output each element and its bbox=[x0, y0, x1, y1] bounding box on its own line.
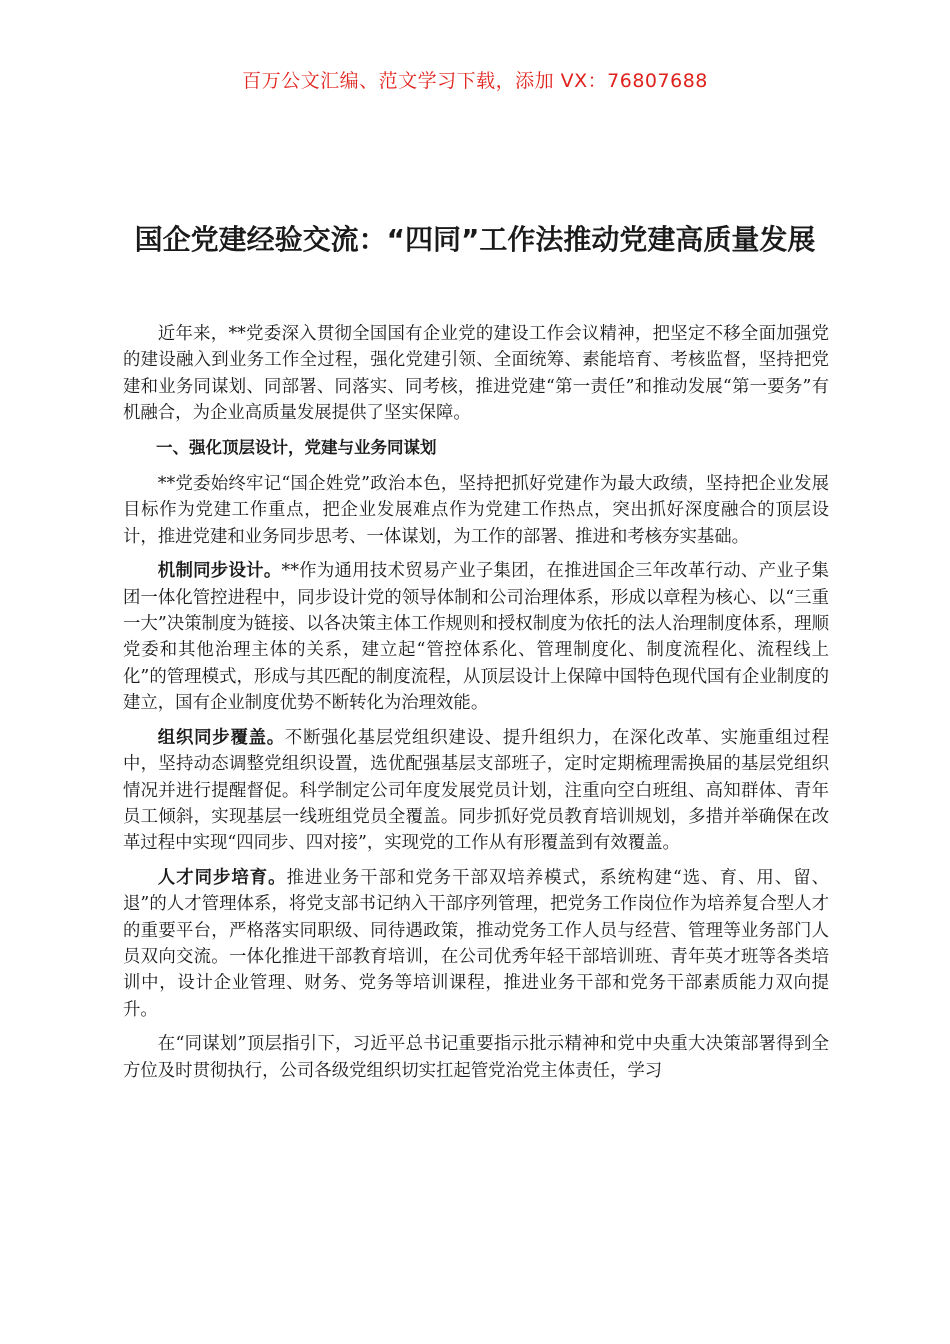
paragraph-text: 在“同谋划”顶层指引下，习近平总书记重要指示批示精神和党中央重大决策部署得到全方位及时贯彻执行，公司各级党组织切实扛起管党治党主体责任，学习 bbox=[123, 1034, 829, 1081]
organization-paragraph bbox=[123, 725, 829, 857]
paragraph-lead: 人才同步培育。 bbox=[157, 867, 287, 888]
document-title: 国企党建经验交流：“四同”工作法推动党建高质量发展 bbox=[134, 223, 816, 256]
section-paragraph bbox=[123, 471, 829, 550]
paragraph-text: **作为通用技术贸易产业子集团，在推进国企三年改革行动、产业子集团一体化管控进程中，同步设计党的领导体制和公司治理体系，形成以章程为核心、以“三重一大”决策制度为链接、以各决策主体工作规则和授权制度为依托的法人治理制度体系，理顺党委和其他治理主体的关系，建立起“管控体系化、管理制度化、制度流程化、流程线上化”的管理模式，形成与其匹配的制度流程，从顶层设计上保障中国特色现代国有企业制度的建立，国有企业制度优势不断转化为治理效能。 bbox=[123, 561, 829, 714]
intro-paragraph bbox=[123, 321, 829, 427]
paragraph-lead: 组织同步覆盖。 bbox=[157, 727, 285, 748]
talent-paragraph bbox=[123, 865, 829, 1023]
mechanism-paragraph bbox=[123, 558, 829, 716]
section-heading: 一、强化顶层设计，党建与业务同谋划 bbox=[156, 437, 437, 457]
paragraph-text: 不断强化基层党组织建设、提升组织力，在深化改革、实施重组过程中，坚持动态调整党组织设置，选优配强基层支部班子，定时定期梳理需换届的基层党组织情况并进行提醒督促。科学制定公司年度发展党员计划，注重向空白班组、高知群体、青年员工倾斜，实现基层一线班组党员全覆盖。同步抓好党员教育培训规划，多措并举确保在改革过程中实现“四同步、四对接”，实现党的工作从有形覆盖到有效覆盖。 bbox=[123, 727, 829, 854]
paragraph-lead: 机制同步设计。 bbox=[157, 561, 282, 582]
document-body bbox=[123, 321, 829, 1092]
paragraph-text: **党委始终牢记“国企姓党”政治本色，坚持把抓好党建作为最大政绩，坚持把企业发展目标作为党建工作重点，把企业发展难点作为党建工作热点，突出抓好深度融合的顶层设计，推进党建和业务同步思考、一体谋划，为工作的部署、推进和考核夯实基础。 bbox=[123, 474, 829, 547]
paragraph-text: 推进业务干部和党务干部双培养模式，系统构建“选、育、用、留、退”的人才管理体系，将党支部书记纳入干部序列管理，把党务工作岗位作为培养复合型人才的重要平台，严格落实同职级、同待遇政策，推动党务工作人员与经营、管理等业务部门人员双向交流。一体化推进干部教育培训，在公司优秀年轻干部培训班、青年英才班等各类培训中，设计企业管理、财务、党务等培训课程，推进业务干部和党务干部素质能力双向提升。 bbox=[123, 867, 829, 1020]
paragraph-text: 近年来，**党委深入贯彻全国国有企业党的建设工作会议精神，把坚定不移全面加强党的建设融入到业务工作全过程，强化党建引领、全面统筹、素能培育、考核监督，坚持把党建和业务同谋划、同部署、同落实、同考核，推进党建“第一责任”和推动发展“第一要务”有机融合，为企业高质量发展提供了坚实保障。 bbox=[123, 324, 829, 424]
closing-paragraph bbox=[123, 1031, 829, 1084]
header-watermark-note: 百万公文汇编、范文学习下载，添加 VX：76807688 bbox=[242, 70, 708, 92]
